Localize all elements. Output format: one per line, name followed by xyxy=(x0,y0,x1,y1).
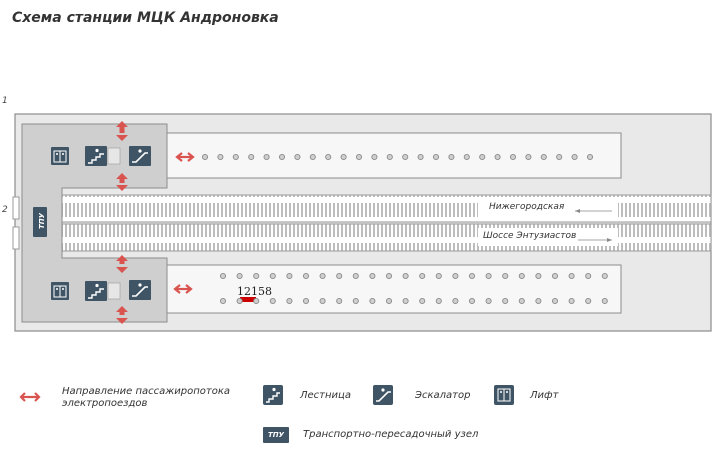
platform-column xyxy=(536,273,541,278)
platform-column xyxy=(218,154,223,159)
platform-column xyxy=(237,273,242,278)
platform-column xyxy=(303,273,308,278)
track-number-2: 2 xyxy=(2,205,8,215)
track-number-1: 1 xyxy=(2,96,8,106)
platform-column xyxy=(495,154,500,159)
platform-column xyxy=(602,273,607,278)
page-title: Схема станции МЦК Андроновка xyxy=(12,10,279,26)
platform-column xyxy=(287,298,292,303)
direction-shosse-entuziastov: Шоссе Энтузиастов xyxy=(483,231,577,241)
platform-column xyxy=(320,273,325,278)
platform-column xyxy=(486,298,491,303)
platform-column xyxy=(519,273,524,278)
platform-column xyxy=(403,298,408,303)
flow-arrow-legend-icon xyxy=(18,388,42,407)
platform-column xyxy=(541,154,546,159)
platform-column xyxy=(526,154,531,159)
platform-column xyxy=(403,154,408,159)
platform-column xyxy=(436,298,441,303)
platform-column xyxy=(310,154,315,159)
platform-column xyxy=(370,298,375,303)
platform-column xyxy=(469,298,474,303)
tpu-label: ТПУ xyxy=(38,212,46,230)
platform-column xyxy=(420,298,425,303)
platform-column xyxy=(420,273,425,278)
platform-column xyxy=(469,273,474,278)
legend-elevator-text: Лифт xyxy=(530,390,559,401)
platform-column xyxy=(418,154,423,159)
platform-column xyxy=(254,273,259,278)
platform-column xyxy=(326,154,331,159)
platform-column xyxy=(503,273,508,278)
platform-column xyxy=(320,298,325,303)
elevator-icon xyxy=(51,147,69,165)
platform-column xyxy=(233,154,238,159)
platform-column xyxy=(295,154,300,159)
platform-column xyxy=(386,298,391,303)
platform-column xyxy=(503,298,508,303)
marker-label: 12158 xyxy=(237,285,272,298)
elevator-icon xyxy=(51,282,69,300)
platform-column xyxy=(519,298,524,303)
platform-column xyxy=(552,273,557,278)
platform-column xyxy=(341,154,346,159)
platform-column xyxy=(480,154,485,159)
legend-stairs-text: Лестница xyxy=(300,390,351,401)
platform-column xyxy=(353,298,358,303)
platform-column xyxy=(436,273,441,278)
escalator-icon xyxy=(129,146,151,166)
platform-column xyxy=(254,298,259,303)
stairs-icon xyxy=(263,385,283,405)
escalator-icon xyxy=(129,280,151,300)
legend-tpu-text: Транспортно-пересадочный узел xyxy=(303,429,479,440)
platform-column xyxy=(403,273,408,278)
platform-column xyxy=(356,154,361,159)
platform-column xyxy=(557,154,562,159)
stairs-icon xyxy=(85,146,107,166)
platform-column xyxy=(486,273,491,278)
platform-column xyxy=(552,298,557,303)
platform-column xyxy=(370,273,375,278)
stairs-icon xyxy=(85,281,107,301)
platform-column xyxy=(279,154,284,159)
platform-column xyxy=(387,154,392,159)
platform-column xyxy=(270,298,275,303)
platform-column xyxy=(220,298,225,303)
direction-nizhegorodskaya: Нижегородская xyxy=(489,202,565,212)
platform-column xyxy=(587,154,592,159)
platform-column xyxy=(220,273,225,278)
tpu-legend-badge: ТПУ xyxy=(263,427,289,443)
platform-column xyxy=(303,298,308,303)
platform-column xyxy=(372,154,377,159)
platform-column xyxy=(453,298,458,303)
platform-column xyxy=(569,298,574,303)
platform-column xyxy=(602,298,607,303)
platform-column xyxy=(386,273,391,278)
platform-column xyxy=(572,154,577,159)
platform-column xyxy=(536,298,541,303)
platform-column xyxy=(264,154,269,159)
platform-column xyxy=(586,273,591,278)
platform-column xyxy=(569,273,574,278)
legend-escalator-text: Эскалатор xyxy=(415,390,471,401)
platform-column xyxy=(237,298,242,303)
legend-flow-text: Направление пассажиропотока электропоездов xyxy=(62,386,230,409)
platform-column xyxy=(464,154,469,159)
platform-column xyxy=(337,298,342,303)
lower-platform xyxy=(165,265,621,313)
elevator-icon xyxy=(494,385,514,405)
platform-column xyxy=(337,273,342,278)
platform-column xyxy=(586,298,591,303)
platform-column xyxy=(510,154,515,159)
platform-column xyxy=(249,154,254,159)
escalator-icon xyxy=(373,385,393,405)
platform-column xyxy=(449,154,454,159)
platform-column xyxy=(287,273,292,278)
platform-column xyxy=(353,273,358,278)
platform-column xyxy=(453,273,458,278)
platform-column xyxy=(270,273,275,278)
platform-column xyxy=(202,154,207,159)
platform-column xyxy=(433,154,438,159)
